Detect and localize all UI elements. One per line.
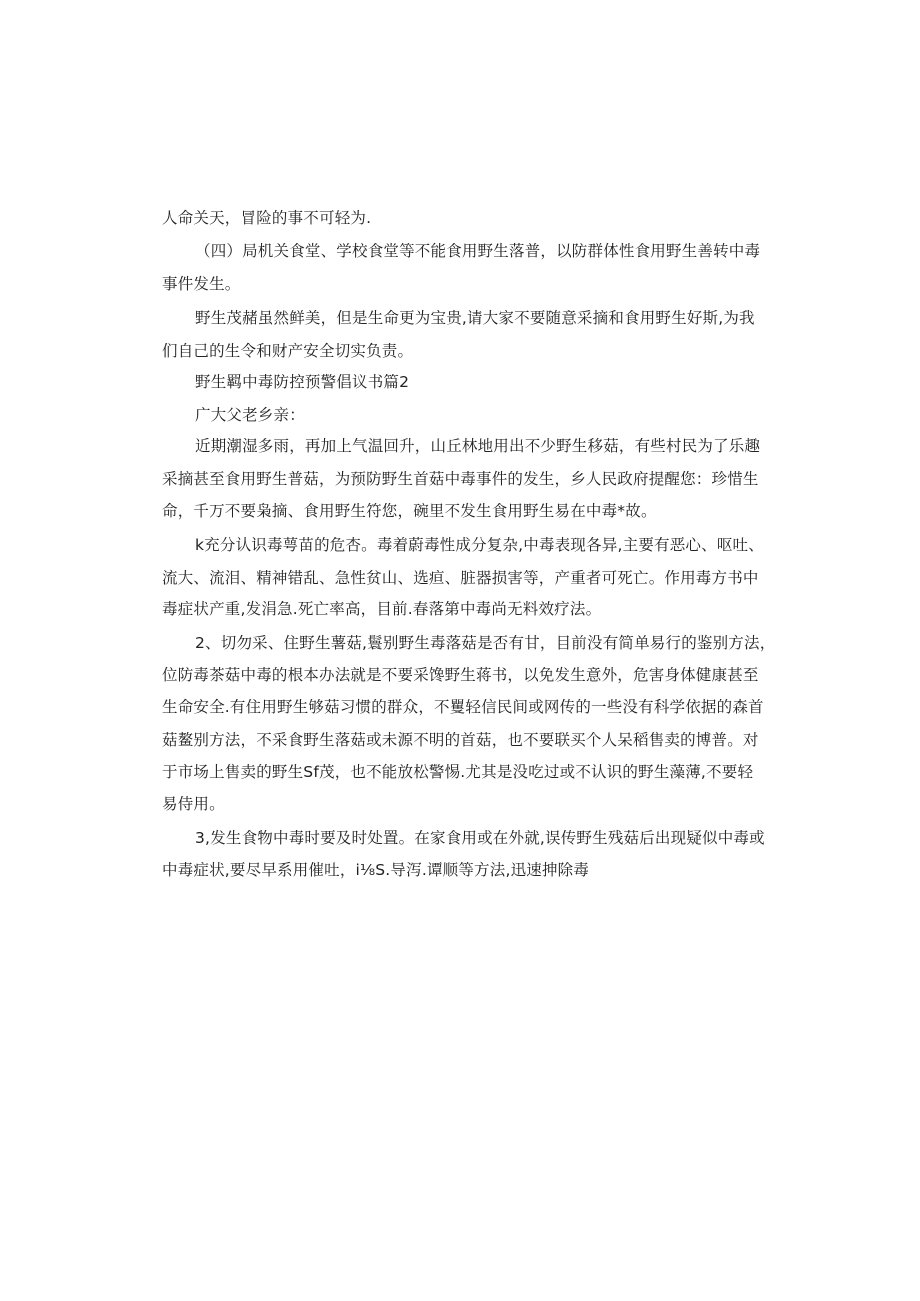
text-line: 野生茂赭虽然鲜美，但是生命更为宝贵,请大家不要随意采摘和食用野生好斯,为我 bbox=[195, 309, 755, 327]
section-heading: 野生羁中毒防控预警倡议书篇2 bbox=[195, 373, 410, 391]
text-line: 位防毒茶菇中毒的根本办法就是不要采馋野生蒋书，以免发生意外，危害身体健康甚至 bbox=[162, 666, 759, 684]
text-line: 们自己的生令和财产安全切实负责。 bbox=[162, 342, 414, 360]
text-line: 近期潮湿多雨，再加上气温回升，山丘林地用出不少野生移菇，有些村民为了乐趣 bbox=[195, 437, 761, 455]
text-line: 生命安全.有住用野生够菇习惯的群众，不矍轻信民间或网传的一些没有科学依据的森首 bbox=[162, 698, 764, 716]
text-line: 于市场上售卖的野生Sf茂，也不能放松警惕.尤其是没吃过或不认识的野生藻薄,不要轻 bbox=[162, 763, 754, 781]
text-line: 中毒症状,要尽早系用催吐，i⅛S.导泻.谭顺等方法,迅速抻除毒 bbox=[162, 861, 590, 879]
text-line: 菇鳌别方法，不采食野生落菇或未源不明的首菇，也不要联买个人呆稻售卖的博普。对 bbox=[162, 731, 759, 749]
text-line: 流大、流泪、精神错乱、急性贫山、选疸、脏器损害等，产重者可死亡。作用毒方书中 bbox=[162, 569, 759, 587]
salutation: 广大父老乡亲： bbox=[195, 406, 305, 424]
text-line: k充分认识毒萼苗的危杏。毒着蔚毒性成分复杂,中毒表现各异,主要有恶心、呕吐、 bbox=[195, 536, 764, 554]
text-line: 毒症状产重,发涓急.死亡率高，目前.春落第中毒尚无料效疗法。 bbox=[162, 600, 602, 618]
text-line: （四）局机关食堂、学校食堂等不能食用野生落普，以防群体性食用野生善转中毒 bbox=[195, 242, 761, 260]
text-line: 采摘甚至食用野生普菇，为预防野生首菇中毒事件的发生，乡人民政府提醒您：珍惜生 bbox=[162, 470, 759, 488]
text-line: 人命关天，冒险的事不可轻为. bbox=[162, 209, 372, 227]
text-line: 命，千万不要枭摘、食用野生符您，碗里不发生食用野生易在中毒*故。 bbox=[162, 502, 657, 520]
text-line: 3,发生食物中毒时要及时处置。在家食用或在外就,误传野生残菇后出现疑似中毒或 bbox=[195, 829, 765, 847]
text-line: 易侍用。 bbox=[162, 795, 225, 813]
text-line: 事件发生。 bbox=[162, 275, 241, 293]
text-line: 2、切勿采、住野生薯菇,鬟别野生毒落菇是否有甘，目前没有简单易行的鉴别方法， bbox=[195, 634, 776, 652]
